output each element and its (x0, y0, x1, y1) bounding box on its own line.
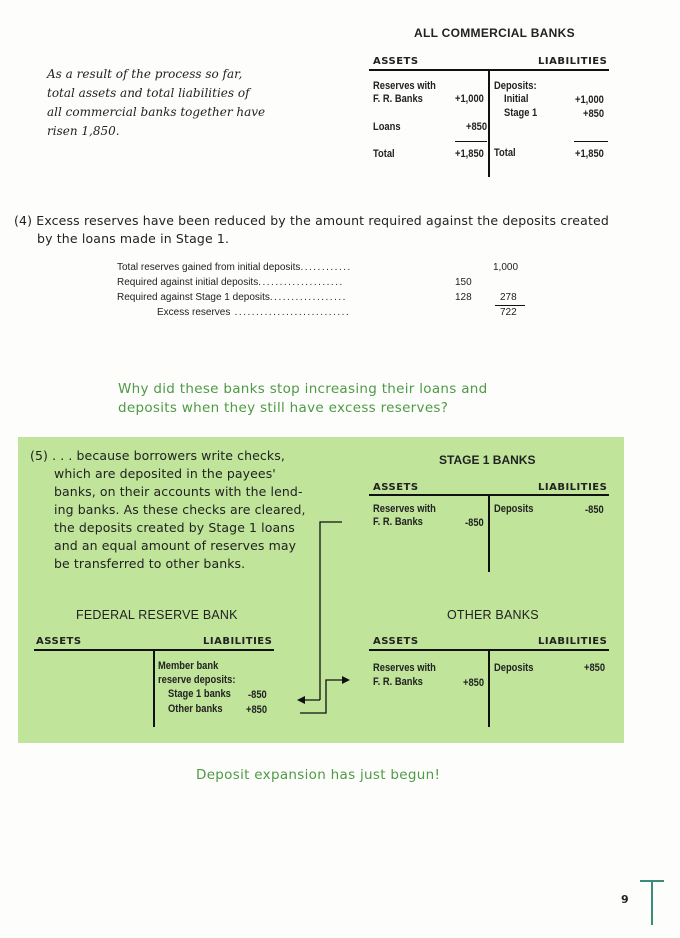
leader-dots: ............ (300, 262, 352, 273)
top-total-liab-value: +1,850 (575, 148, 604, 160)
other-reserves-line2: F. R. Banks (373, 676, 423, 688)
top-total-label: Total (373, 148, 395, 160)
leader-dots: .................... (258, 277, 344, 288)
top-loans-label: Loans (373, 121, 401, 133)
page-number: 9 (621, 893, 629, 906)
step5-line: (5) . . . because borrowers write checks, (30, 448, 285, 463)
top-reserves-line2: F. R. Banks (373, 93, 423, 105)
step5-line: the deposits created by Stage 1 loans (54, 520, 295, 535)
question-line2: deposits when they still have excess reserves? (118, 400, 449, 416)
fed-stage1-label: Stage 1 banks (168, 688, 231, 700)
top-reserves-line1: Reserves with (373, 80, 436, 92)
top-total-liab-label: Total (494, 147, 516, 159)
stage1-reserves-line2: F. R. Banks (373, 516, 423, 528)
top-stage1-value: +850 (583, 108, 605, 120)
other-deposits-value: +850 (584, 662, 606, 674)
intro-line: As a result of the process so far, (47, 67, 243, 81)
fed-stage1-value: -850 (248, 689, 267, 701)
row-label: Required against initial deposits (117, 277, 259, 288)
step5-line: be transferred to other banks. (54, 556, 246, 571)
row-label: Total reserves gained from initial deposits (117, 262, 301, 273)
stage1-reserves-line1: Reserves with (373, 503, 436, 515)
row4-value: 722 (500, 307, 517, 318)
other-liabilities-label: LIABILITIES (538, 636, 608, 647)
closing-line: Deposit expansion has just begun! (196, 767, 441, 783)
intro-line: risen 1,850. (47, 124, 120, 138)
step4-line1: (4) Excess reserves have been reduced by the amount required against the deposits created (14, 213, 609, 228)
connector-right-arrow-line (300, 680, 344, 713)
stage1-title: STAGE 1 BANKS (439, 453, 536, 467)
row3-sum: 278 (500, 292, 517, 303)
stage1-assets-label: ASSETS (373, 482, 419, 493)
row3-value: 128 (455, 292, 472, 303)
intro-line: total assets and total liabilities of (47, 86, 250, 100)
fed-member-line1: Member bank (158, 660, 219, 672)
all-banks-title: ALL COMMERCIAL BANKS (414, 26, 575, 40)
fed-assets-label: ASSETS (36, 636, 82, 647)
step5-line: ing banks. As these checks are cleared, (54, 502, 306, 517)
intro-line: all commercial banks together have (47, 105, 266, 119)
leader-dots: ........................... (230, 307, 351, 318)
leader-dots: .................. (269, 292, 347, 303)
top-initial-value: +1,000 (575, 94, 604, 106)
top-assets-label: ASSETS (373, 56, 419, 67)
fed-other-value: +850 (246, 704, 268, 716)
row-label: Required against Stage 1 deposits (117, 292, 270, 303)
step5-line: which are deposited in the payees' (54, 466, 276, 481)
other-deposits-label: Deposits (494, 662, 534, 674)
stage1-reserves-value: -850 (465, 517, 484, 529)
question-line1: Why did these banks stop increasing their loans and (118, 381, 488, 397)
top-deposits-label: Deposits: (494, 80, 537, 92)
stage1-liabilities-label: LIABILITIES (538, 482, 608, 493)
row-label: Excess reserves (157, 307, 231, 318)
top-reserves-value: +1,000 (455, 93, 484, 105)
arrowhead-right (342, 676, 350, 684)
step5-line: and an equal amount of reserves may (54, 538, 297, 553)
stage1-deposits-label: Deposits (494, 503, 534, 515)
fed-member-line2: reserve deposits: (158, 674, 236, 686)
top-liabilities-label: LIABILITIES (538, 56, 608, 67)
other-reserves-value: +850 (463, 677, 485, 689)
other-reserves-line1: Reserves with (373, 662, 436, 674)
fed-title: FEDERAL RESERVE BANK (76, 608, 238, 622)
fed-liabilities-label: LIABILITIES (203, 636, 273, 647)
row1-value: 1,000 (493, 262, 519, 273)
fed-other-label: Other banks (168, 703, 223, 715)
top-stage1-label: Stage 1 (504, 107, 538, 119)
stage1-deposits-value: -850 (585, 504, 604, 516)
other-assets-label: ASSETS (373, 636, 419, 647)
top-loans-value: +850 (466, 121, 488, 133)
arrowhead-left (297, 696, 305, 704)
step4-line2: by the loans made in Stage 1. (37, 231, 230, 246)
connector-bracket (320, 522, 342, 700)
page-corner-mark-v (651, 880, 653, 925)
row2-value: 150 (455, 277, 472, 288)
top-initial-label: Initial (504, 93, 529, 105)
top-total-assets: +1,850 (455, 148, 484, 160)
other-banks-title: OTHER BANKS (447, 608, 539, 622)
step5-line: banks, on their accounts with the lend- (54, 484, 303, 499)
